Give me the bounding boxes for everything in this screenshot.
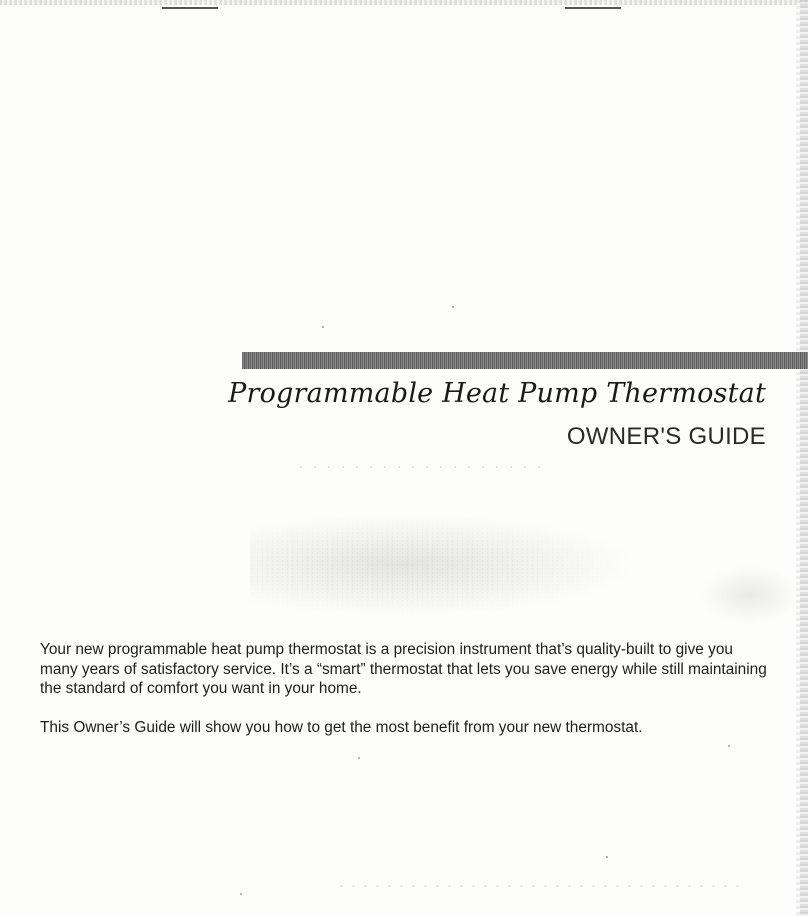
guide-paragraph: This Owner’s Guide will show you how to get the most benefit from your new thermostat.: [40, 719, 643, 736]
scan-edge-top: [0, 0, 808, 5]
scan-speck: [240, 893, 242, 895]
top-rule-left: [162, 7, 218, 9]
scan-noise-patch-right: [700, 565, 800, 625]
scan-speck: [358, 757, 360, 759]
top-rule-right: [565, 7, 621, 9]
intro-paragraph: Your new programmable heat pump thermostat is a precision instrument that’s quality-built to give you many years of satisfactory service. It’s a “smart” thermostat that lets you save energy while still maintaining the standard of comfort you want in your home.: [40, 641, 767, 697]
scan-noise-bottom: [340, 885, 740, 887]
title-bar: [242, 352, 808, 369]
scan-speck: [452, 306, 454, 308]
scan-edge-right: [800, 0, 808, 916]
scan-noise-row: [300, 466, 540, 468]
scan-noise-dots: [250, 515, 630, 615]
document-subtitle: OWNER'S GUIDE: [566, 423, 766, 450]
scan-speck: [606, 856, 608, 858]
scan-speck: [322, 326, 324, 328]
scan-edge-right-shadow: [796, 0, 800, 916]
scan-speck: [728, 745, 730, 747]
document-title: Programmable Heat Pump Thermostat: [228, 378, 766, 409]
